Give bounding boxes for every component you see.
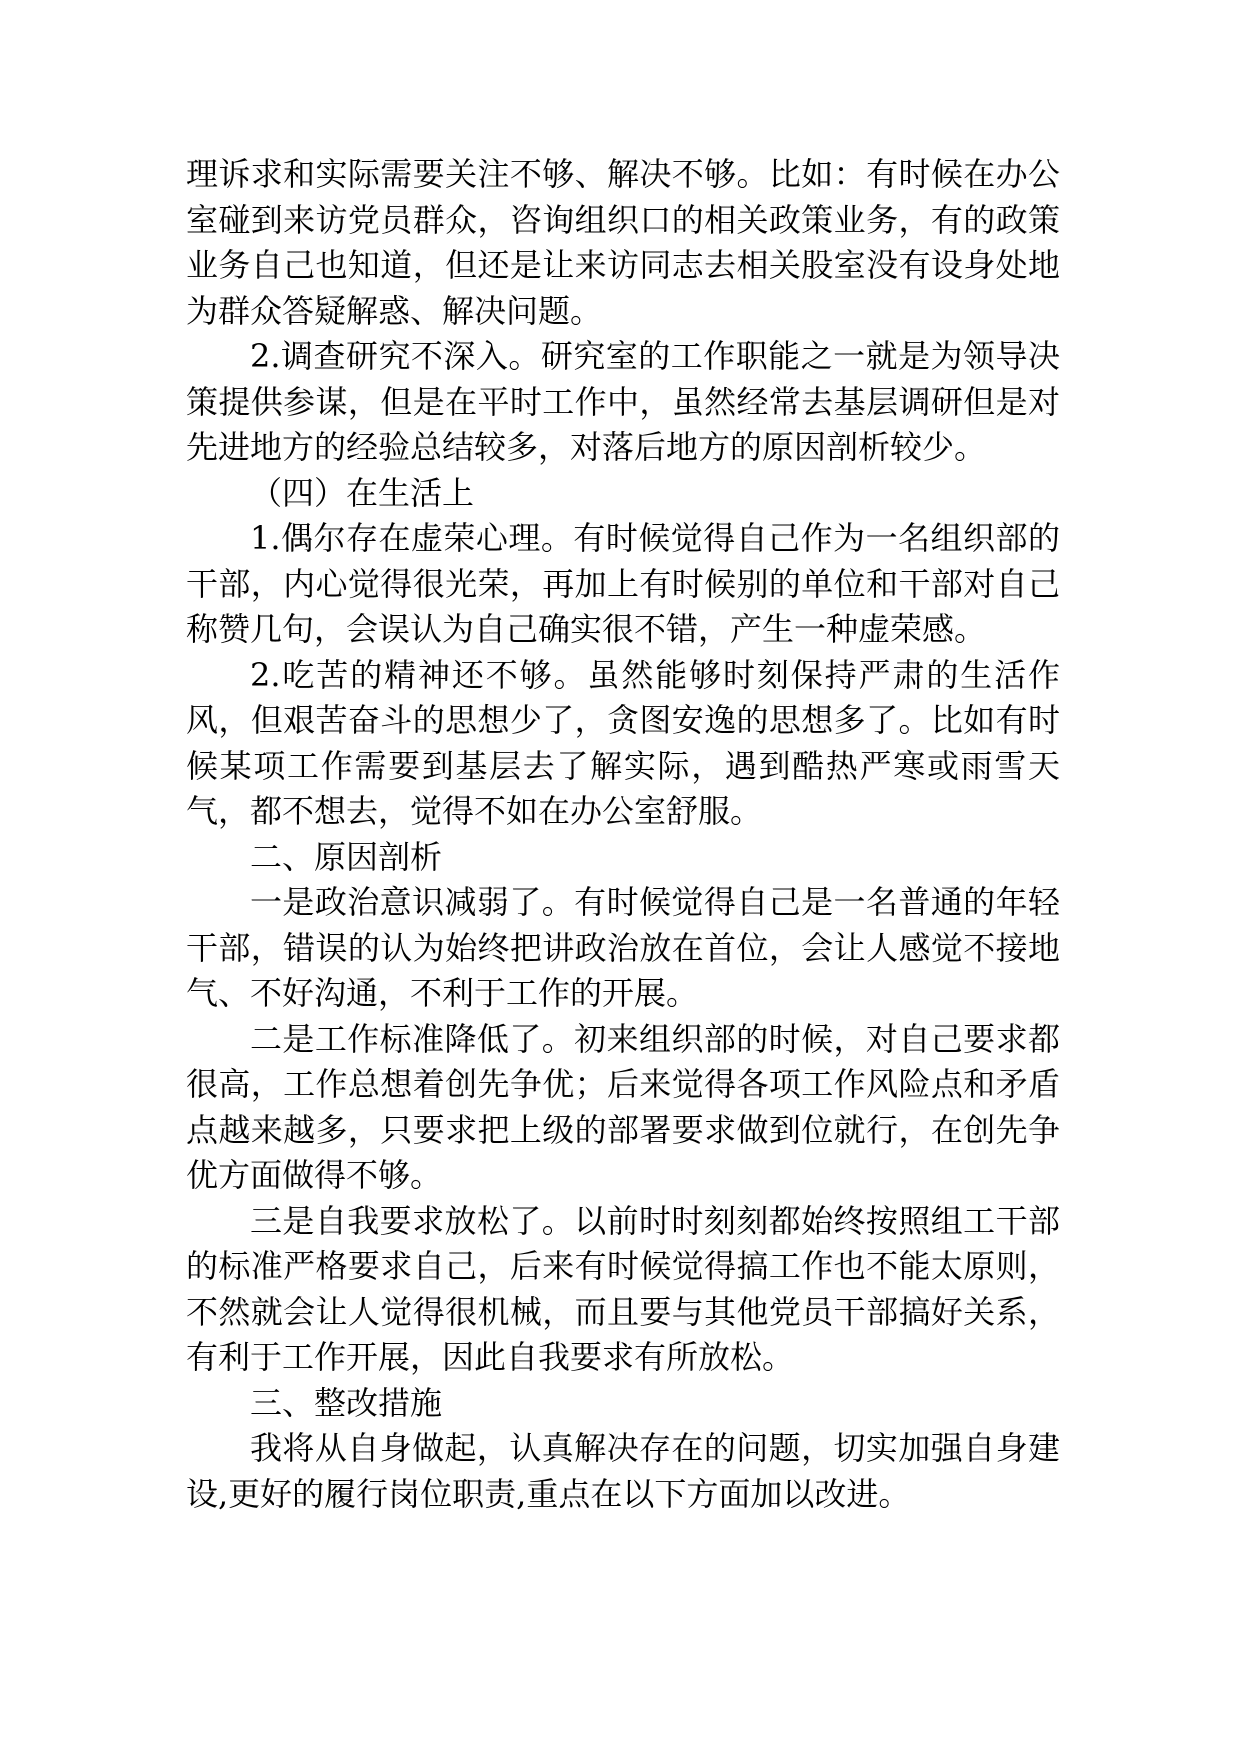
paragraph-work-standards: 二是工作标准降低了。初来组织部的时候，对自己要求都很高，工作总想着创先争优；后来觉得各项工作风险点和矛盾点越来越多，只要求把上级的部署要求做到位就行，在创先争优方面做得不够。 [186, 1019, 1060, 1194]
paragraph-hardship-spirit: 2.吃苦的精神还不够。虽然能够时刻保持严肃的生活作风，但艰苦奋斗的思想少了，贪图安逸的思想多了。比如有时候某项工作需要到基层去了解实际，遇到酷热严寒或雨雪天气，都不想去，觉得不如在办公室舒服。 [186, 655, 1060, 830]
paragraph-self-requirements: 三是自我要求放松了。以前时时刻刻都始终按照组工干部的标准严格要求自己，后来有时候觉得搞工作也不能太原则，不然就会让人觉得很机械，而且要与其他党员干部搞好关系，有利于工作开展，因此自我要求有所放松。 [186, 1201, 1060, 1376]
section-heading-rectification: 三、整改措施 [250, 1383, 443, 1422]
document-body [186, 152, 1060, 1517]
section-heading-life: （四）在生活上 [250, 473, 475, 512]
paragraph-improvement-intro: 我将从自身做起，认真解决存在的问题，切实加强自身建设,更好的履行岗位职责,重点在以下方面加以改进。 [186, 1429, 1060, 1513]
section-heading-cause-analysis: 二、原因剖析 [250, 837, 443, 876]
paragraph-research-not-deep: 2.调查研究不深入。研究室的工作职能之一就是为领导决策提供参谋，但是在平时工作中，虽然经常去基层调研但是对先进地方的经验总结较多，对落后地方的原因剖析较少。 [186, 337, 1060, 466]
paragraph-political-awareness: 一是政治意识减弱了。有时候觉得自己是一名普通的年轻干部，错误的认为始终把讲政治放在首位，会让人感觉不接地气、不好沟通，不利于工作的开展。 [186, 883, 1060, 1012]
paragraph-vanity: 1.偶尔存在虚荣心理。有时候觉得自己作为一名组织部的干部，内心觉得很光荣，再加上有时候别的单位和干部对自己称赞几句，会误认为自己确实很不错，产生一种虚荣感。 [186, 519, 1060, 648]
paragraph-service-awareness-continued: 理诉求和实际需要关注不够、解决不够。比如：有时候在办公室碰到来访党员群众，咨询组织口的相关政策业务，有的政策业务自己也知道，但还是让来访同志去相关股室没有设身处地为群众答疑解惑、解决问题。 [186, 155, 1060, 330]
